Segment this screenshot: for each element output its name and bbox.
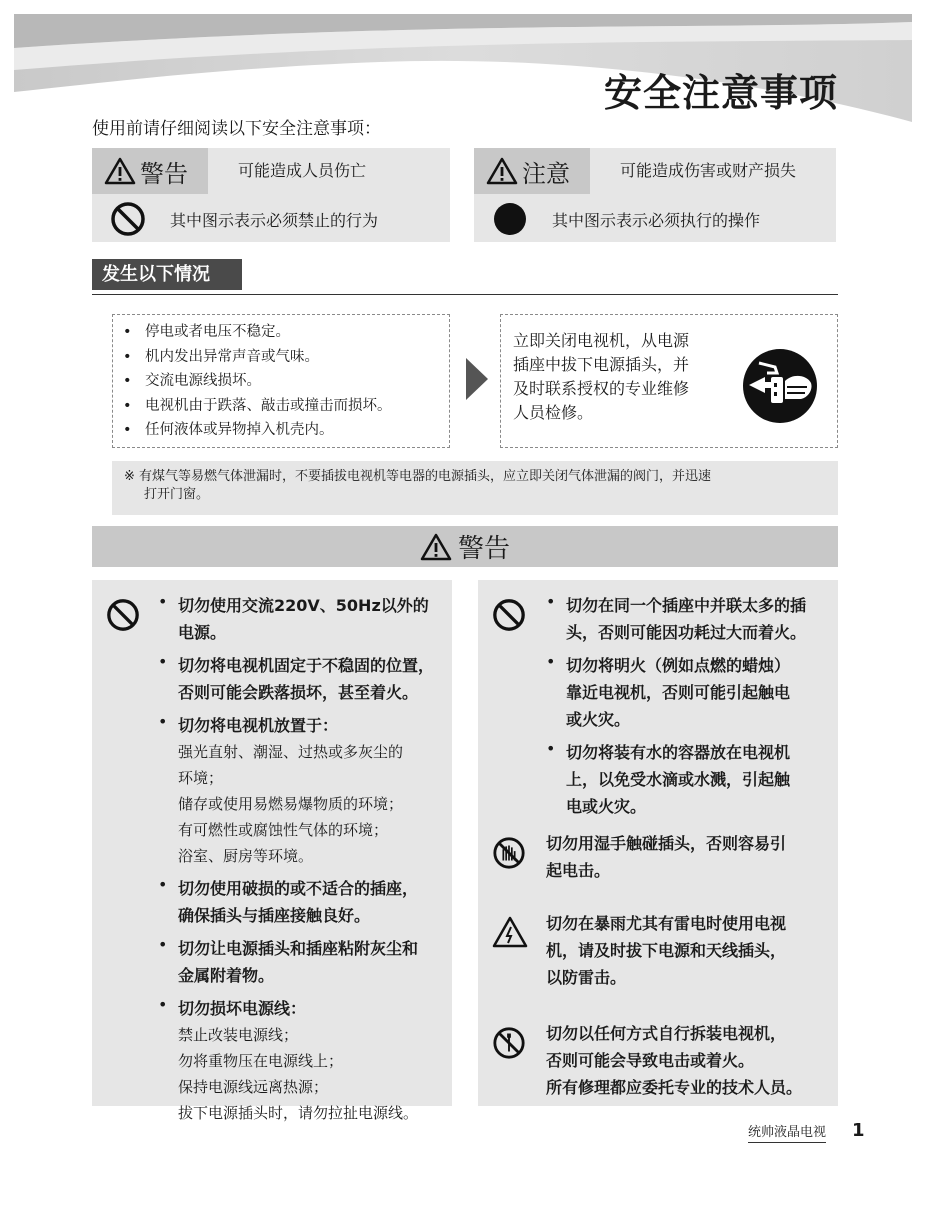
- item-line: 所有修理都应委托专业的技术人员。: [546, 1078, 803, 1097]
- thunder-warning: [546, 910, 836, 991]
- item-line: 否则可能会导致电击或着火。: [546, 1051, 755, 1070]
- item-line: 切勿用湿手触碰插头，否则容易引: [546, 834, 787, 853]
- intro-text: 使用前请仔细阅读以下安全注意事项：: [92, 119, 381, 139]
- legend-caution: [474, 148, 836, 242]
- item-line: 机，请及时拔下电源和天线插头，: [546, 941, 787, 960]
- note-line: 打开门窗。: [144, 487, 210, 502]
- legend-warning-label: 警告: [140, 159, 188, 188]
- item-sub: 强光直射、潮湿、过热或多灰尘的: [178, 743, 404, 761]
- legend-warning-header: [92, 148, 208, 194]
- legend-warning: [92, 148, 450, 242]
- list-item: • 任何液体或异物掉入机壳内。: [113, 418, 449, 443]
- no-wet-hands-icon: [492, 836, 526, 870]
- wet-hands-warning: [546, 830, 836, 884]
- warning-left-list: [158, 592, 448, 1132]
- prohibited-icon: [106, 598, 140, 632]
- list-item: [158, 875, 448, 929]
- list-item: [546, 652, 836, 733]
- warning-banner-title: 警告: [457, 534, 510, 564]
- page-title: 安全注意事项: [603, 71, 838, 115]
- warning-left-column: [92, 580, 452, 1122]
- item-line: • 切勿使用破损的或不适合的插座，: [178, 879, 419, 898]
- list-item: [546, 739, 836, 820]
- item-line: 否则可能会跌落损坏，甚至着火。: [178, 683, 419, 702]
- list-item: [158, 995, 448, 1126]
- list-item: • 电视机由于跌落、敲击或撞击而损坏。: [113, 394, 449, 419]
- list-item: [158, 652, 448, 706]
- list-item: [158, 935, 448, 989]
- item-sub: 环境；: [178, 769, 224, 787]
- legend-warning-row2: [92, 196, 378, 242]
- situations-box: [112, 314, 450, 448]
- item-sub: 有可燃性或腐蚀性气体的环境；: [178, 821, 389, 839]
- item-line: 上，以免受水滴或水溅，引起触: [566, 770, 791, 789]
- note-line: ※ 有煤气等易燃气体泄漏时，不要插拔电视机等电器的电源插头，应立即关闭气体泄漏的阀门，并迅速: [124, 469, 712, 484]
- warning-right-column: [478, 580, 838, 1106]
- item-sub: 储存或使用易燃易爆物质的环境；: [178, 795, 404, 813]
- warning-right-list: [546, 592, 836, 826]
- legend-warning-desc: 可能造成人员伤亡: [238, 161, 367, 180]
- warning-triangle-icon: [104, 157, 136, 185]
- unplug-icon: [741, 347, 819, 425]
- prohibited-icon: [492, 598, 526, 632]
- item-line: • 切勿使用交流220V、50Hz以外的: [178, 596, 429, 615]
- warning-triangle-icon: [420, 533, 452, 561]
- item-line: 电源。: [178, 623, 227, 642]
- item-sub: 浴室、厨房等环境。: [178, 847, 314, 865]
- legend-caution-label: 注意: [522, 159, 570, 188]
- no-disassembly-icon: [492, 1026, 526, 1060]
- item-line: 头，否则可能因功耗过大而着火。: [566, 623, 807, 642]
- page-number: 1: [852, 1120, 865, 1141]
- item-sub: 拔下电源插头时，请勿拉扯电源线。: [178, 1104, 419, 1122]
- lightning-hazard-icon: [492, 916, 528, 948]
- item-sub: 勿将重物压在电源线上；: [178, 1052, 344, 1070]
- item-line: 起电击。: [546, 861, 611, 880]
- legend-caution-desc: 可能造成伤害或财产损失: [620, 161, 797, 180]
- item-line: 或火灾。: [566, 710, 631, 729]
- item-line: • 切勿在同一个插座中并联太多的插: [566, 596, 807, 615]
- list-item: [546, 592, 836, 646]
- action-text: [513, 329, 723, 425]
- item-line: 金属附着物。: [178, 966, 275, 985]
- section-divider: [92, 294, 838, 295]
- action-line: 立即关闭电视机，从电源: [513, 331, 690, 350]
- item-line: 切勿以任何方式自行拆装电视机，: [546, 1024, 787, 1043]
- footer-brand: 统帅液晶电视: [748, 1124, 826, 1143]
- list-item: • 交流电源线损坏。: [113, 369, 449, 394]
- list-item: [158, 592, 448, 646]
- action-box: [500, 314, 838, 448]
- item-sub: 禁止改装电源线；: [178, 1026, 299, 1044]
- prohibited-icon: [110, 201, 146, 237]
- caution-triangle-icon: [486, 157, 518, 185]
- action-line: 插座中拔下电源插头，并: [513, 355, 690, 374]
- item-line: • 切勿将装有水的容器放在电视机: [566, 743, 791, 762]
- item-sub: 保持电源线远离热源；: [178, 1078, 329, 1096]
- item-line: • 切勿将电视机固定于不稳固的位置，: [178, 656, 435, 675]
- item-line: • 切勿损坏电源线：: [178, 999, 307, 1018]
- item-line: • 切勿将明火（例如点燃的蜡烛）: [566, 656, 791, 675]
- item-line: • 切勿让电源插头和插座粘附灰尘和: [178, 939, 419, 958]
- legend-caution-row2: [474, 196, 760, 242]
- list-item: • 机内发出异常声音或气味。: [113, 345, 449, 370]
- legend-warning-symbol-desc: 其中图示表示必须禁止的行为: [170, 210, 379, 230]
- item-line: 确保插头与插座接触良好。: [178, 906, 371, 925]
- gas-leak-note: [112, 461, 838, 515]
- disassembly-warning: [546, 1020, 836, 1101]
- warning-banner: [92, 526, 838, 567]
- item-line: 以防雷击。: [546, 968, 627, 987]
- item-line: • 切勿将电视机放置于：: [178, 716, 339, 735]
- item-line: 靠近电视机，否则可能引起触电: [566, 683, 791, 702]
- item-line: 电或火灾。: [566, 797, 647, 816]
- item-line: 切勿在暴雨尤其有雷电时使用电视: [546, 914, 787, 933]
- mandatory-dot-icon: [492, 201, 528, 237]
- action-line: 及时联系授权的专业维修: [513, 379, 690, 398]
- legend-caution-header: [474, 148, 590, 194]
- situations-list: [113, 320, 449, 443]
- arrow-right-icon: [466, 358, 488, 400]
- list-item: • 停电或者电压不稳定。: [113, 320, 449, 345]
- legend-caution-symbol-desc: 其中图示表示必须执行的操作: [552, 210, 761, 230]
- list-item: [158, 712, 448, 869]
- section-heading: 发生以下情况: [92, 259, 242, 290]
- action-line: 人员检修。: [513, 403, 594, 422]
